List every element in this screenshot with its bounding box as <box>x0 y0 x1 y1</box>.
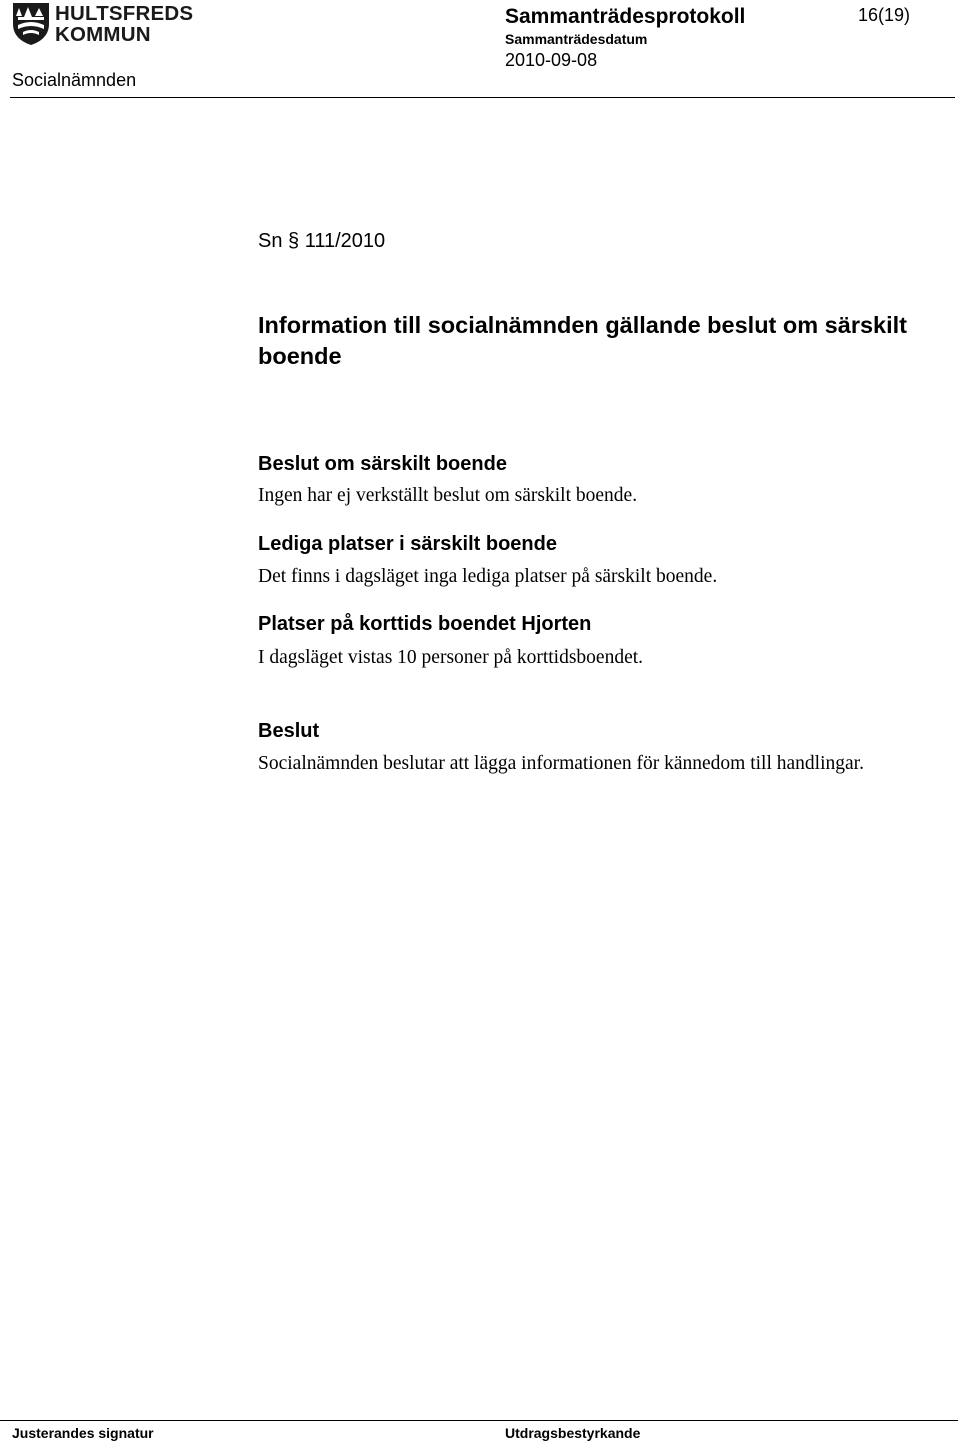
footer-certification-label: Utdragsbestyrkande <box>505 1425 641 1441</box>
section-text-beslut-om-sarskilt-boende: Ingen har ej verkställt beslut om särskilt boende. <box>258 485 638 506</box>
document-title: Sammanträdesprotokoll <box>505 5 746 28</box>
date-value: 2010-09-08 <box>505 50 598 70</box>
municipal-crest-icon <box>12 2 50 46</box>
organization-name: Socialnämnden <box>12 70 137 90</box>
case-reference: Sn § 111/2010 <box>258 230 386 252</box>
logo-text-line-2: KOMMUN <box>55 23 151 46</box>
section-text-korttidsboende: I dagsläget vistas 10 personer på korttidsboendet. <box>258 647 644 668</box>
section-heading-beslut-om-sarskilt-boende: Beslut om särskilt boende <box>258 453 507 475</box>
date-label: Sammanträdesdatum <box>505 31 648 47</box>
header-divider <box>10 97 955 98</box>
main-heading: Information till socialnämnden gällande beslut om särskilt boende <box>258 312 907 369</box>
footer-signature-label: Justerandes signatur <box>12 1425 154 1441</box>
section-text-lediga-platser: Det finns i dagsläget inga lediga platser på särskilt boende. <box>258 566 718 587</box>
logo-text-line-1: HULTSFREDS <box>55 2 194 25</box>
footer-divider <box>0 1420 958 1421</box>
section-heading-beslut: Beslut <box>258 720 320 742</box>
page-number: 16(19) <box>858 5 911 25</box>
section-heading-lediga-platser: Lediga platser i särskilt boende <box>258 533 557 555</box>
municipality-logo <box>12 2 194 46</box>
section-heading-korttidsboende: Platser på korttids boendet Hjorten <box>258 613 592 635</box>
section-text-beslut: Socialnämnden beslutar att lägga informationen för kännedom till handlingar. <box>258 753 864 774</box>
